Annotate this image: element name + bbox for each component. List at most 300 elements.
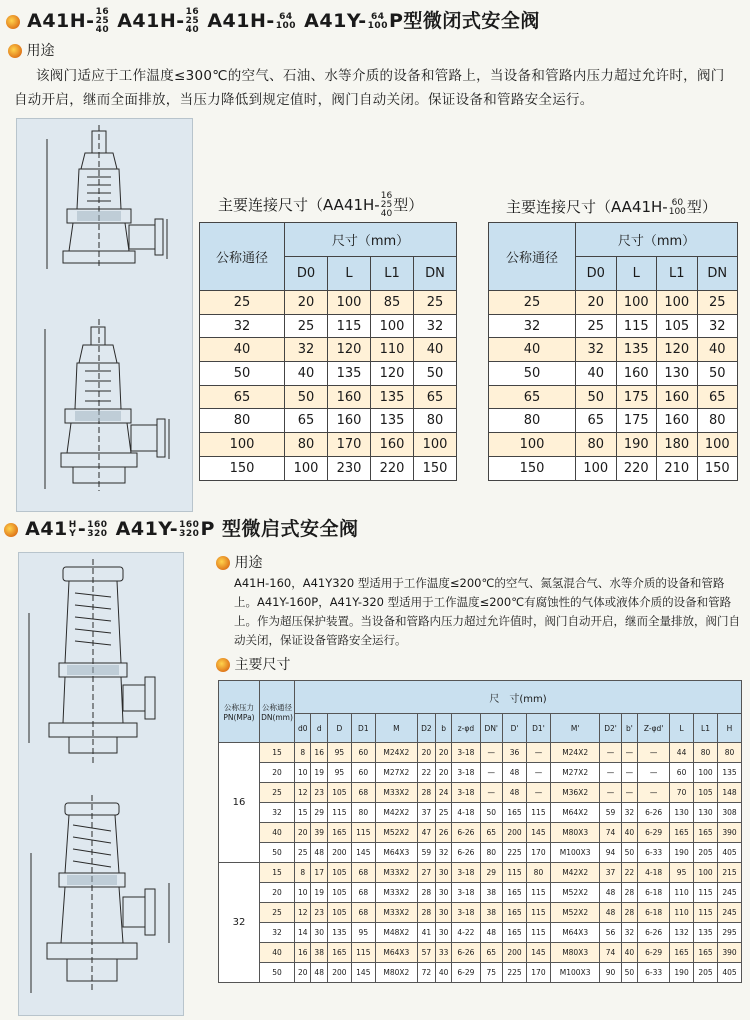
table3-cell: — <box>526 743 550 763</box>
table3-cell: 10 <box>295 763 311 783</box>
table1-col: DN <box>414 257 457 291</box>
table3-cell: 8 <box>295 743 311 763</box>
table2-col: DN <box>697 257 738 291</box>
table3-cell: 90 <box>600 963 621 983</box>
table3-cell: 165 <box>503 923 527 943</box>
table-row <box>219 823 742 843</box>
table3-col: L1 <box>694 714 718 743</box>
table3-cell: 48 <box>503 763 527 783</box>
table3-col: D2 <box>417 714 435 743</box>
table3-col: D1' <box>526 714 550 743</box>
table3-cell: — <box>621 743 637 763</box>
table3-cell: 10 <box>295 883 311 903</box>
table3-cell: 135 <box>717 763 741 783</box>
table3-cell: 145 <box>526 823 550 843</box>
title-fraction: 16 25 40 <box>185 7 200 35</box>
table2-head-size: 尺寸（mm） <box>576 223 738 257</box>
table3-cell: 29 <box>480 863 503 883</box>
valve-drawing-1 <box>16 118 193 512</box>
table3-cell: M27X2 <box>375 763 417 783</box>
table3-col: L <box>670 714 694 743</box>
table3-cell: 225 <box>503 843 527 863</box>
table3-cell: M52X2 <box>375 823 417 843</box>
table3-cell: — <box>480 743 503 763</box>
table3-cell: 80 <box>351 803 375 823</box>
bullet-icon <box>6 15 20 29</box>
table3-cell: 57 <box>417 943 435 963</box>
table3-cell: M27X2 <box>550 763 600 783</box>
table3-cell: 245 <box>717 883 741 903</box>
table3-cell: 68 <box>351 883 375 903</box>
table3-cell: 3-18 <box>452 883 480 903</box>
table3-cell: 59 <box>417 843 435 863</box>
table3-cell: 17 <box>311 863 327 883</box>
bullet-icon <box>216 556 230 570</box>
table3-cell: 20 <box>417 743 435 763</box>
table3-cell: — <box>638 763 670 783</box>
table3-cell: 50 <box>621 843 637 863</box>
table3-cell: 50 <box>260 963 295 983</box>
table3-cell: 4-18 <box>452 803 480 823</box>
valve-drawing-1-svg <box>17 119 192 511</box>
table-row: 50 40 135 120 50 <box>200 362 457 386</box>
table3-cell: 390 <box>717 823 741 843</box>
table3-cell: 6-26 <box>452 823 480 843</box>
table3-cell: — <box>480 783 503 803</box>
table3-cell: 115 <box>351 823 375 843</box>
table3-cell: 28 <box>417 903 435 923</box>
table-row <box>219 863 742 883</box>
table3 <box>218 680 742 983</box>
table3-cell: 105 <box>327 883 351 903</box>
table3-cell: M24X2 <box>375 743 417 763</box>
table1-head-dn: 公称通径 <box>200 223 285 291</box>
table3-cell: 24 <box>435 783 451 803</box>
usage-heading-2: 用途 <box>216 552 262 572</box>
table3-pn-cell: 16 <box>219 743 260 863</box>
table3-cell: 110 <box>670 903 694 923</box>
table2 <box>488 222 738 481</box>
table3-cell: 115 <box>694 903 718 923</box>
table3-col: DN' <box>480 714 503 743</box>
table3-cell: 14 <box>295 923 311 943</box>
table3-head-pn: 公称压力PN(MPa) <box>219 681 260 743</box>
table3-cell: M42X2 <box>550 863 600 883</box>
table3-cell: 20 <box>260 883 295 903</box>
table3-cell: 29 <box>311 803 327 823</box>
table3-cell: — <box>638 783 670 803</box>
usage-text-1: 该阀门适应于工作温度≤300℃的空气、石油、水等介质的设备和管路上，当设备和管路内压力超过允许时，阀门自动开启，继而全面排放，当压力降低到规定值时，阀门自动关闭。保证设备和管路安全运行。 <box>14 68 725 108</box>
table3-cell: 15 <box>260 743 295 763</box>
title-fraction: 16 25 40 <box>95 7 110 35</box>
table-row <box>219 883 742 903</box>
table3-cell: 47 <box>417 823 435 843</box>
table3-cell: 205 <box>694 843 718 863</box>
table3-cell: 215 <box>717 863 741 883</box>
section2-title: A41 H Y - 160 320 A41Y- 160 320 P 型微启式安全阀 <box>4 514 358 541</box>
table3-cell: 48 <box>311 843 327 863</box>
table3-cell: 165 <box>327 823 351 843</box>
table3-col: d <box>311 714 327 743</box>
title-fraction: 64 100 <box>275 11 297 31</box>
table3-cell: 170 <box>526 963 550 983</box>
table3-cell: 50 <box>480 803 503 823</box>
table3-cell: 6-33 <box>638 843 670 863</box>
table-row <box>219 923 742 943</box>
table3-cell: 20 <box>435 743 451 763</box>
table3-cell: M42X2 <box>375 803 417 823</box>
table3-cell: 28 <box>621 883 637 903</box>
table3-cell: — <box>526 763 550 783</box>
table-row: 40 32 135 120 40 <box>489 338 738 362</box>
table3-cell: 115 <box>526 803 550 823</box>
table-row: 80 65 175 160 80 <box>489 409 738 433</box>
table3-cell: 6-18 <box>638 903 670 923</box>
table3-cell: 28 <box>417 783 435 803</box>
table3-cell: 30 <box>311 923 327 943</box>
table3-cell: 32 <box>621 803 637 823</box>
table3-cell: 165 <box>327 943 351 963</box>
table-row: 100 80 190 180 100 <box>489 433 738 457</box>
table3-cell: 75 <box>480 963 503 983</box>
table-row: 65 50 160 135 65 <box>200 385 457 409</box>
table3-cell: 20 <box>295 963 311 983</box>
table3-cell: 25 <box>260 903 295 923</box>
table3-cell: 27 <box>417 863 435 883</box>
table3-cell: 38 <box>480 903 503 923</box>
table3-cell: 115 <box>526 903 550 923</box>
table3-cell: — <box>600 743 621 763</box>
table3-cell: — <box>621 763 637 783</box>
table3-cell: 48 <box>311 963 327 983</box>
caption-fraction: 60 100 <box>668 197 686 217</box>
table3-cell: M33X2 <box>375 783 417 803</box>
table3-cell: 3-18 <box>452 863 480 883</box>
table2-head-dn: 公称通径 <box>489 223 576 291</box>
table3-cell: 130 <box>694 803 718 823</box>
table3-cell: 405 <box>717 963 741 983</box>
bullet-icon <box>216 658 230 672</box>
title-fraction: H Y <box>68 519 77 539</box>
table3-cell: 6-29 <box>638 943 670 963</box>
table3-col: z-φd <box>452 714 480 743</box>
table-row: 25 20 100 85 25 <box>200 291 457 315</box>
table3-cell: 200 <box>503 823 527 843</box>
table3-cell: M64X2 <box>550 803 600 823</box>
table3-cell: 60 <box>351 763 375 783</box>
table3-cell: 68 <box>351 783 375 803</box>
table3-cell: 95 <box>327 743 351 763</box>
table-row: 150 100 220 210 150 <box>489 456 738 480</box>
table3-col: Z-φd' <box>638 714 670 743</box>
table3-cell: 50 <box>260 843 295 863</box>
table3-cell: 23 <box>311 783 327 803</box>
table3-cell: 39 <box>311 823 327 843</box>
table-row <box>219 943 742 963</box>
table3-cell: 390 <box>717 943 741 963</box>
table3-col: D' <box>503 714 527 743</box>
table3-cell: M52X2 <box>550 903 600 923</box>
table3-head-size: 尺 寸(mm) <box>295 681 742 714</box>
table3-cell: 33 <box>435 943 451 963</box>
table3-cell: — <box>600 783 621 803</box>
table3-cell: 105 <box>327 783 351 803</box>
bullet-icon <box>4 523 18 537</box>
table3-cell: 100 <box>694 863 718 883</box>
table3-cell: 95 <box>327 763 351 783</box>
table-row <box>219 743 742 763</box>
table3-cell: 30 <box>435 883 451 903</box>
table3-cell: 8 <box>295 863 311 883</box>
table3-cell: 80 <box>717 743 741 763</box>
table-row: 65 50 175 160 65 <box>489 385 738 409</box>
table3-cell: 37 <box>417 803 435 823</box>
table3-cell: 20 <box>260 763 295 783</box>
table3-cell: 115 <box>327 803 351 823</box>
table3-cell: 40 <box>621 943 637 963</box>
table3-cell: 6-29 <box>638 823 670 843</box>
table3-cell: 32 <box>435 843 451 863</box>
table3-cell: M33X2 <box>375 883 417 903</box>
table3-cell: 30 <box>435 903 451 923</box>
table3-cell: 115 <box>526 883 550 903</box>
table3-cell: M64X3 <box>550 923 600 943</box>
table3-cell: 95 <box>670 863 694 883</box>
table3-cell: 100 <box>694 763 718 783</box>
table3-cell: 26 <box>435 823 451 843</box>
table3-cell: M64X3 <box>375 943 417 963</box>
table3-col: D1 <box>351 714 375 743</box>
table-row <box>219 763 742 783</box>
table3-head-dn: 公称通径DN(mm) <box>260 681 295 743</box>
title-fraction: 160 320 <box>87 519 108 539</box>
table3-cell: 60 <box>351 743 375 763</box>
table3-cell: 40 <box>260 943 295 963</box>
table2-col: L1 <box>657 257 698 291</box>
table3-cell: 48 <box>480 923 503 943</box>
table3-cell: 15 <box>295 803 311 823</box>
table-row <box>219 963 742 983</box>
table3-cell: 110 <box>670 883 694 903</box>
table3-cell: 70 <box>670 783 694 803</box>
table-row <box>219 803 742 823</box>
table3-cell: 20 <box>295 823 311 843</box>
table3-cell: M80X2 <box>375 963 417 983</box>
table3-cell: 16 <box>311 743 327 763</box>
usage-text-2: A41H-160，A41Y320 型适用于工作温度≤200℃的空气、氮氢混合气、水等介质的设备和管路上。A41Y-160P，A41Y-320 型适用于工作温度≤200℃有腐蚀性的气体或液体介质的设备和管路上。作为超压保护装置。当设备和管路内压力超过允许值时，阀门自动开启，继而全量排放，阀门自动关闭，保证设备管路安全运行。 <box>234 576 740 647</box>
table3-cell: 6-29 <box>452 963 480 983</box>
table3-cell: M48X2 <box>375 923 417 943</box>
table-row: 32 25 115 100 32 <box>200 314 457 338</box>
table3-cell: 28 <box>621 903 637 923</box>
table3-cell: 37 <box>600 863 621 883</box>
table3-cell: 190 <box>670 963 694 983</box>
table3-cell: 80 <box>694 743 718 763</box>
table3-cell: — <box>621 783 637 803</box>
table3-cell: 25 <box>435 803 451 823</box>
table3-cell: 145 <box>351 843 375 863</box>
table2-col: L <box>616 257 657 291</box>
dims-heading: 主要尺寸 <box>216 654 290 674</box>
table-row: 50 40 160 130 50 <box>489 362 738 386</box>
table3-cell: 200 <box>327 843 351 863</box>
table3-cell: 80 <box>526 863 550 883</box>
table3-cell: 4-22 <box>452 923 480 943</box>
table3-cell: M52X2 <box>550 883 600 903</box>
table3-cell: 132 <box>670 923 694 943</box>
table3-cell: 22 <box>417 763 435 783</box>
table3-cell: 74 <box>600 823 621 843</box>
table3-cell: 12 <box>295 903 311 923</box>
table3-cell: 19 <box>311 883 327 903</box>
table3-cell: 308 <box>717 803 741 823</box>
table3-cell: 105 <box>694 783 718 803</box>
table3-cell: 20 <box>435 763 451 783</box>
table3-cell: 72 <box>417 963 435 983</box>
table3-cell: 6-26 <box>452 843 480 863</box>
table3-cell: 145 <box>526 943 550 963</box>
table3-cell: 41 <box>417 923 435 943</box>
table3-cell: 115 <box>503 863 527 883</box>
table3-cell: 6-18 <box>638 883 670 903</box>
table3-cell: 6-26 <box>638 803 670 823</box>
table3-cell: M33X2 <box>375 903 417 923</box>
table3-body <box>219 743 742 983</box>
table3-cell: 165 <box>503 803 527 823</box>
table3-cell: 95 <box>351 923 375 943</box>
table3-cell: 115 <box>526 923 550 943</box>
table3-cell: 22 <box>621 863 637 883</box>
table-row: 80 65 160 135 80 <box>200 409 457 433</box>
table3-cell: 65 <box>480 823 503 843</box>
table3-cell: 40 <box>621 823 637 843</box>
table3-cell: M36X2 <box>550 783 600 803</box>
table3-cell: 48 <box>600 903 621 923</box>
table3-cell: M100X3 <box>550 963 600 983</box>
table3-cell: M33X2 <box>375 863 417 883</box>
table2-col: D0 <box>576 257 617 291</box>
table-row: 25 20 100 100 25 <box>489 291 738 315</box>
table3-cell: 23 <box>311 903 327 923</box>
table3-cell: 245 <box>717 903 741 923</box>
table3-cell: 50 <box>621 963 637 983</box>
valve-drawing-2 <box>18 552 184 1016</box>
table3-cell: 3-18 <box>452 903 480 923</box>
table3-cell: 65 <box>480 943 503 963</box>
table3-cell: — <box>526 783 550 803</box>
table3-col: H <box>717 714 741 743</box>
table3-cell: 44 <box>670 743 694 763</box>
table3-cell: 94 <box>600 843 621 863</box>
table3-cell: 405 <box>717 843 741 863</box>
table3-cell: 6-26 <box>452 943 480 963</box>
table3-cell: 135 <box>694 923 718 943</box>
table3-cell: 30 <box>435 863 451 883</box>
title-fraction: 64 100 <box>367 11 388 31</box>
table3-cell: 170 <box>526 843 550 863</box>
table3-cell: 25 <box>260 783 295 803</box>
table3-cell: 48 <box>600 883 621 903</box>
table1-col: L1 <box>371 257 414 291</box>
table3-cell: 3-18 <box>452 763 480 783</box>
title-fraction: 160 320 <box>179 519 200 539</box>
table3-col: D2' <box>600 714 621 743</box>
table3-cell: 190 <box>670 843 694 863</box>
table3-cell: 32 <box>621 923 637 943</box>
table3-cell: 15 <box>260 863 295 883</box>
table3-col: d0 <box>295 714 311 743</box>
table-row <box>219 903 742 923</box>
table3-col: M <box>375 714 417 743</box>
table3-col: M' <box>550 714 600 743</box>
table3-cell: 145 <box>351 963 375 983</box>
table3-cell: — <box>600 763 621 783</box>
table-row: 40 32 120 110 40 <box>200 338 457 362</box>
table3-cell: 32 <box>260 923 295 943</box>
table3-cell: 105 <box>327 863 351 883</box>
table3-cell: 74 <box>600 943 621 963</box>
table1-col: L <box>328 257 371 291</box>
table3-cell: 105 <box>327 903 351 923</box>
table1-head-size: 尺寸（mm） <box>285 223 457 257</box>
table3-cell: 38 <box>311 943 327 963</box>
table3-cell: — <box>638 743 670 763</box>
table3-cell: — <box>480 763 503 783</box>
table3-cell: M100X3 <box>550 843 600 863</box>
table3-cell: 60 <box>670 763 694 783</box>
table3-cell: 68 <box>351 903 375 923</box>
table-row: 100 80 170 160 100 <box>200 433 457 457</box>
table3-cell: M80X3 <box>550 943 600 963</box>
table3-cell: 165 <box>503 883 527 903</box>
table3-cell: 68 <box>351 863 375 883</box>
table1 <box>199 222 457 481</box>
table1-caption: 主要连接尺寸（AA41H- 16 25 40 型） <box>218 191 424 219</box>
table3-cell: 165 <box>670 943 694 963</box>
table3-cell: 30 <box>435 923 451 943</box>
table3-cell: 130 <box>670 803 694 823</box>
table3-cell: 6-26 <box>638 923 670 943</box>
table3-cell: 115 <box>694 883 718 903</box>
table3-cell: 4-18 <box>638 863 670 883</box>
usage-heading-1: 用途 <box>8 40 54 60</box>
table3-cell: 135 <box>327 923 351 943</box>
table3-cell: M80X3 <box>550 823 600 843</box>
table3-cell: 6-33 <box>638 963 670 983</box>
table3-cell: 25 <box>295 843 311 863</box>
table3-cell: M64X3 <box>375 843 417 863</box>
table3-cell: 80 <box>480 843 503 863</box>
table3-cell: 200 <box>327 963 351 983</box>
table-row <box>219 843 742 863</box>
table3-cell: 40 <box>260 823 295 843</box>
table-row: 32 25 115 105 32 <box>489 314 738 338</box>
caption-fraction: 16 25 40 <box>380 191 393 219</box>
table3-cell: 48 <box>503 783 527 803</box>
table3-cell: 38 <box>480 883 503 903</box>
table3-pn-cell: 32 <box>219 863 260 983</box>
table-row <box>219 783 742 803</box>
table3-cell: 295 <box>717 923 741 943</box>
table3-col: D <box>327 714 351 743</box>
table3-cell: 165 <box>694 823 718 843</box>
table3-cell: 56 <box>600 923 621 943</box>
table3-cell: 148 <box>717 783 741 803</box>
table3-cell: 3-18 <box>452 743 480 763</box>
table3-cell: 28 <box>417 883 435 903</box>
table3-cell: 32 <box>260 803 295 823</box>
table3-col: b <box>435 714 451 743</box>
